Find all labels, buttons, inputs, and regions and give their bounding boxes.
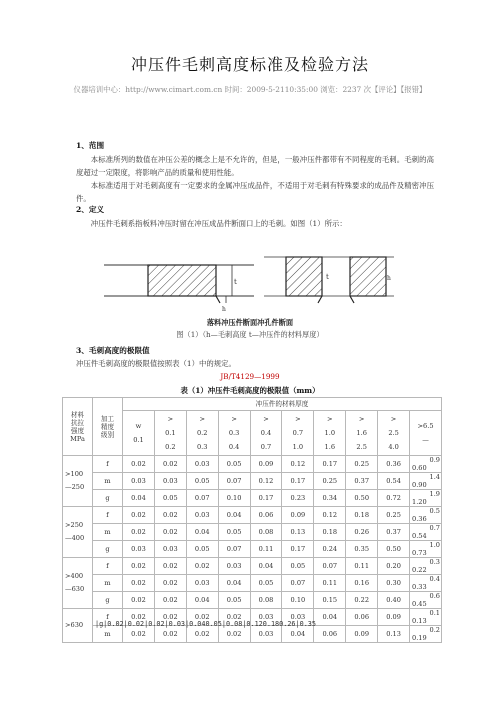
value-cell: 0.02 xyxy=(186,558,218,575)
cell-text-line: > xyxy=(263,415,269,423)
cell-text-line: 材料 xyxy=(70,410,85,419)
value-cell xyxy=(410,626,442,643)
cell-text-line: 0.1 xyxy=(133,436,144,444)
value-cell: 0.23 xyxy=(282,490,314,507)
section-3-heading: 3、毛刺高度的极限值 xyxy=(76,346,150,355)
value-cell: 0.37 xyxy=(346,473,378,490)
meta-source: 仪器培训中心： xyxy=(73,85,126,94)
value-cell: 0.40 xyxy=(378,592,410,609)
table-title: 表（1）冲压件毛刺高度的极限值（mm） xyxy=(180,386,320,395)
value-cell xyxy=(410,456,442,473)
value-cell: 0.03 xyxy=(186,507,218,524)
value-cell-text: 0.19 xyxy=(412,634,427,642)
table-row xyxy=(63,626,442,643)
value-cell: 0.04 xyxy=(314,609,346,626)
grade-cell: g xyxy=(93,592,123,609)
cell-text-line: 0.7 xyxy=(260,443,272,451)
value-cell: 0.24 xyxy=(314,541,346,558)
value-cell: 0.04 xyxy=(282,626,314,643)
cell-text-line: 精度 xyxy=(100,422,115,431)
section-1-paragraph-2: 本标准适用于对毛刺高度有一定要求的金属冲压成品件，不适用于对毛刺有特殊要求的成品件及精密冲压件。 xyxy=(76,181,434,203)
value-cell: 0.37 xyxy=(378,524,410,541)
value-cell: 0.25 xyxy=(378,507,410,524)
svg-text:h: h xyxy=(387,275,391,282)
value-cell: 0.07 xyxy=(186,490,218,507)
thickness-header-cell xyxy=(218,411,250,456)
strength-group-label xyxy=(63,609,93,643)
value-cell: 0.11 xyxy=(346,558,378,575)
grade-header xyxy=(93,398,123,456)
cell-text-line: > xyxy=(327,415,333,423)
value-cell: 0.04 xyxy=(218,507,250,524)
value-cell: 0.03 xyxy=(250,609,282,626)
value-cell: 0.02 xyxy=(154,558,186,575)
value-cell-text: 1.20 xyxy=(412,498,427,506)
value-cell: 0.16 xyxy=(346,575,378,592)
section-3-paragraph: 冲压件毛刺高度的极限值按照表（1）中的规定。 xyxy=(76,359,236,368)
svg-text:t: t xyxy=(326,273,329,281)
cell-text-line: 0.1 xyxy=(165,429,176,437)
cell-text-line: > xyxy=(295,415,301,423)
value-cell xyxy=(410,490,442,507)
table-row xyxy=(63,575,442,592)
value-cell: 0.07 xyxy=(282,575,314,592)
material-thickness-header: 冲压件的材料厚度 xyxy=(123,398,442,411)
value-cell-text: 0.45 xyxy=(412,600,427,608)
figure-caption-title: 落料冲压件断面冲孔件断面 xyxy=(206,318,294,327)
value-cell: 0.07 xyxy=(314,558,346,575)
value-cell: 0.03 xyxy=(186,575,218,592)
cell-text-line: 2.5 xyxy=(388,429,399,437)
value-cell: 0.22 xyxy=(346,592,378,609)
cell-text-line: 1.6 xyxy=(356,429,367,437)
value-cell: 0.02 xyxy=(123,575,155,592)
value-cell: 0.05 xyxy=(218,524,250,541)
value-cell: 0.03 xyxy=(123,541,155,558)
value-cell: 0.03 xyxy=(218,558,250,575)
cell-text-line: 0.2 xyxy=(196,429,208,437)
overflow-value: 1.9 xyxy=(429,490,440,498)
value-cell-text: 0.36 xyxy=(412,515,427,523)
value-cell: 0.12 xyxy=(314,507,346,524)
cell-text-line: 抗拉 xyxy=(70,418,85,427)
value-cell: 0.03 xyxy=(154,473,186,490)
cell-text-line: >400 xyxy=(65,572,84,580)
overflow-value: 1.4 xyxy=(429,473,440,481)
value-cell: 0.17 xyxy=(314,456,346,473)
overflow-value: 0.7 xyxy=(429,524,440,532)
value-cell: 0.07 xyxy=(218,473,250,490)
overflow-value: 0.1 xyxy=(429,609,440,617)
value-cell: 0.05 xyxy=(218,456,250,473)
table-row xyxy=(63,524,442,541)
grade-cell: m xyxy=(93,575,123,592)
value-cell-text: 0.60 xyxy=(412,464,427,472)
thickness-header-cell xyxy=(314,411,346,456)
cell-text-line: —250 xyxy=(65,483,85,491)
cell-text-line: 强度 xyxy=(70,426,85,435)
burr-cross-section-figure xyxy=(104,243,402,318)
value-cell: 0.17 xyxy=(282,541,314,558)
cell-text-line: —630 xyxy=(65,585,85,593)
value-cell: 0.06 xyxy=(346,609,378,626)
value-cell: 0.02 xyxy=(186,609,218,626)
value-cell: 0.03 xyxy=(123,473,155,490)
value-cell: 0.04 xyxy=(250,558,282,575)
grade-cell: f xyxy=(93,558,123,575)
value-cell: 0.02 xyxy=(123,609,155,626)
article-meta xyxy=(0,84,500,95)
meta-time: 时间：2009-5-2110:35:00 xyxy=(224,85,318,94)
cell-text-line: 2.5 xyxy=(356,443,367,451)
cell-text-line: 0.7 xyxy=(292,429,304,437)
value-cell: 0.18 xyxy=(314,524,346,541)
value-cell: 0.02 xyxy=(154,507,186,524)
value-cell: 0.02 xyxy=(218,626,250,643)
overflow-value: 0.9 xyxy=(429,456,440,464)
section-2-paragraph: 冲压件毛刺系指板料冲压时留在冲压成品件断面口上的毛刺。如图（1）所示： xyxy=(90,219,347,228)
strength-header xyxy=(63,398,93,456)
strength-group-label xyxy=(63,558,93,609)
value-cell: 0.09 xyxy=(378,609,410,626)
cell-text-line: 0.2 xyxy=(165,443,176,451)
value-cell: 0.50 xyxy=(378,541,410,558)
source-link[interactable]: http://www.cimart.com.cn xyxy=(125,85,223,94)
grade-cell: m xyxy=(93,626,123,643)
value-cell xyxy=(410,524,442,541)
section-1-heading: 1、范围 xyxy=(76,141,105,150)
value-cell: 0.34 xyxy=(314,490,346,507)
section-2-heading: 2、定义 xyxy=(76,205,105,214)
value-cell: 0.04 xyxy=(123,490,155,507)
value-cell: 0.05 xyxy=(186,473,218,490)
value-cell-text: 0.73 xyxy=(412,549,427,557)
section-1-paragraph-1: 本标准所列的数值在冲压公差的概念上是不允许的，但是，一般冲压件都带有不同程度的毛刺。毛刺的高度超过一定限度，将影响产品的质量和使用性能。 xyxy=(76,155,434,177)
table-row xyxy=(63,558,442,575)
value-cell: 0.13 xyxy=(282,524,314,541)
value-cell: 0.02 xyxy=(154,456,186,473)
cell-text-line: > xyxy=(167,415,174,423)
value-cell: 0.02 xyxy=(123,524,155,541)
overflow-value: 0.2 xyxy=(429,626,440,634)
grade-cell: f xyxy=(93,507,123,524)
value-cell: 0.04 xyxy=(218,575,250,592)
value-cell: 0.02 xyxy=(154,609,186,626)
value-cell: 0.08 xyxy=(250,524,282,541)
thickness-header-cell xyxy=(378,411,410,456)
cell-text-line: 0.3 xyxy=(196,443,208,451)
value-cell: 0.25 xyxy=(346,456,378,473)
cell-text-line: 0.4 xyxy=(260,429,272,437)
cell-text-line: 0.4 xyxy=(228,443,240,451)
value-cell: 0.04 xyxy=(186,592,218,609)
overflow-value: 0.6 xyxy=(429,592,440,600)
value-cell: 0.50 xyxy=(346,490,378,507)
value-cell: 0.36 xyxy=(378,456,410,473)
value-cell: 0.11 xyxy=(314,575,346,592)
value-cell: 0.09 xyxy=(250,456,282,473)
cell-text-line: >250 xyxy=(65,521,84,529)
grade-cell: g xyxy=(93,541,123,558)
standard-number: JB/T4129—1999 xyxy=(220,372,280,381)
value-cell: 0.02 xyxy=(218,609,250,626)
thickness-header-cell xyxy=(154,411,186,456)
value-cell-text: 0.13 xyxy=(412,617,427,625)
value-cell: 0.04 xyxy=(186,524,218,541)
cell-text-line: >100 xyxy=(65,470,84,478)
value-cell xyxy=(410,473,442,490)
cell-text-line: 加工 xyxy=(100,414,115,423)
value-cell: 0.05 xyxy=(154,490,186,507)
strength-group-label xyxy=(63,456,93,507)
overflow-value: 0.5 xyxy=(429,507,440,515)
value-cell: 0.09 xyxy=(282,507,314,524)
value-cell: 0.02 xyxy=(154,592,186,609)
table-row xyxy=(63,456,442,473)
cell-text-line: > xyxy=(231,415,237,423)
table-row xyxy=(63,473,442,490)
table-footer-line: |g|0.02|0.02|0.02|0.03|0.040.05|0.08|0.120.180.26|0.35 xyxy=(95,620,316,628)
thickness-header-cell xyxy=(346,411,378,456)
value-cell: 0.02 xyxy=(123,507,155,524)
table-row xyxy=(63,541,442,558)
thickness-header-cell xyxy=(250,411,282,456)
value-cell: 0.18 xyxy=(346,507,378,524)
value-cell: 0.10 xyxy=(218,490,250,507)
value-cell: 0.02 xyxy=(123,456,155,473)
value-cell: 0.02 xyxy=(186,626,218,643)
figure-caption: 图（1）（h—毛刺高度 t—冲压件的材料厚度） xyxy=(176,330,324,339)
cell-text-line: 4.0 xyxy=(388,443,399,451)
value-cell: 0.15 xyxy=(314,592,346,609)
value-cell xyxy=(410,507,442,524)
article-title: 冲压件毛刺高度标准及检验方法 xyxy=(130,55,369,74)
value-cell: 0.17 xyxy=(282,473,314,490)
overflow-value: 0.4 xyxy=(429,575,440,583)
cell-text-line: 0.3 xyxy=(228,429,240,437)
cell-text-line: — xyxy=(422,436,429,444)
value-cell: 0.06 xyxy=(250,507,282,524)
report-link[interactable]: 【报错】 xyxy=(400,85,427,94)
svg-text:t: t xyxy=(234,278,237,286)
value-cell-text: 0.33 xyxy=(412,583,427,591)
value-cell: 0.05 xyxy=(186,541,218,558)
value-cell: 0.02 xyxy=(154,575,186,592)
value-cell: 0.05 xyxy=(282,558,314,575)
cell-text-line: MPa xyxy=(70,434,85,443)
grade-cell: f xyxy=(93,456,123,473)
value-cell-text: 0.22 xyxy=(412,566,427,574)
cell-text-line: 级别 xyxy=(100,430,115,439)
overflow-value: 0.3 xyxy=(429,558,440,566)
cell-text-line: 1.0 xyxy=(324,429,336,437)
cell-text-line: > xyxy=(390,415,397,423)
value-cell: 0.03 xyxy=(154,541,186,558)
value-cell: 0.03 xyxy=(186,456,218,473)
cell-text-line: >6.5 xyxy=(417,422,434,430)
cell-text-line: > xyxy=(358,415,365,423)
burr-height-table xyxy=(62,397,442,643)
svg-text:h: h xyxy=(222,306,226,313)
value-cell: 0.03 xyxy=(282,609,314,626)
value-cell: 0.02 xyxy=(154,524,186,541)
thickness-header-cell xyxy=(186,411,218,456)
value-cell: 0.08 xyxy=(250,592,282,609)
grade-cell: m xyxy=(93,524,123,541)
cell-text-line: > xyxy=(199,415,205,423)
grade-cell: m xyxy=(93,473,123,490)
value-cell: 0.20 xyxy=(378,558,410,575)
value-cell: 0.09 xyxy=(346,626,378,643)
value-cell: 0.02 xyxy=(123,558,155,575)
comment-link[interactable]: 【评论】 xyxy=(371,85,401,94)
value-cell: 0.30 xyxy=(378,575,410,592)
value-cell: 0.06 xyxy=(314,626,346,643)
value-cell: 0.02 xyxy=(123,626,155,643)
table-row xyxy=(63,592,442,609)
cell-text-line: 1.0 xyxy=(292,443,304,451)
thickness-header-cell xyxy=(123,411,155,456)
cell-text-line: w xyxy=(135,422,142,430)
overflow-value: 1.0 xyxy=(429,541,440,549)
cell-text-line: —400 xyxy=(65,534,85,542)
value-cell: 0.35 xyxy=(346,541,378,558)
grade-cell: f xyxy=(93,609,123,626)
cell-text-line: >630 xyxy=(65,621,84,629)
value-cell: 0.72 xyxy=(378,490,410,507)
value-cell: 0.17 xyxy=(250,490,282,507)
value-cell: 0.12 xyxy=(250,473,282,490)
table-row xyxy=(63,507,442,524)
value-cell: 0.12 xyxy=(282,456,314,473)
value-cell: 0.25 xyxy=(314,473,346,490)
value-cell: 0.54 xyxy=(378,473,410,490)
value-cell xyxy=(410,575,442,592)
meta-views: 浏览：2237 次 xyxy=(320,85,371,94)
value-cell: 0.02 xyxy=(123,592,155,609)
value-cell: 0.26 xyxy=(346,524,378,541)
table-header-row xyxy=(63,398,442,411)
value-cell xyxy=(410,609,442,626)
table-row xyxy=(63,490,442,507)
value-cell-text: 0.54 xyxy=(412,532,427,540)
thickness-header-cell xyxy=(410,411,442,456)
value-cell: 0.11 xyxy=(250,541,282,558)
cell-text-line: 1.6 xyxy=(324,443,336,451)
value-cell: 0.05 xyxy=(218,592,250,609)
value-cell: 0.02 xyxy=(154,626,186,643)
grade-cell: g xyxy=(93,490,123,507)
value-cell: 0.05 xyxy=(250,575,282,592)
value-cell xyxy=(410,541,442,558)
value-cell xyxy=(410,558,442,575)
value-cell: 0.03 xyxy=(250,626,282,643)
strength-group-label xyxy=(63,507,93,558)
value-cell: 0.10 xyxy=(282,592,314,609)
value-cell: 0.07 xyxy=(218,541,250,558)
thickness-header-cell xyxy=(282,411,314,456)
value-cell-text: 0.90 xyxy=(412,481,427,489)
value-cell xyxy=(410,592,442,609)
value-cell: 0.13 xyxy=(378,626,410,643)
